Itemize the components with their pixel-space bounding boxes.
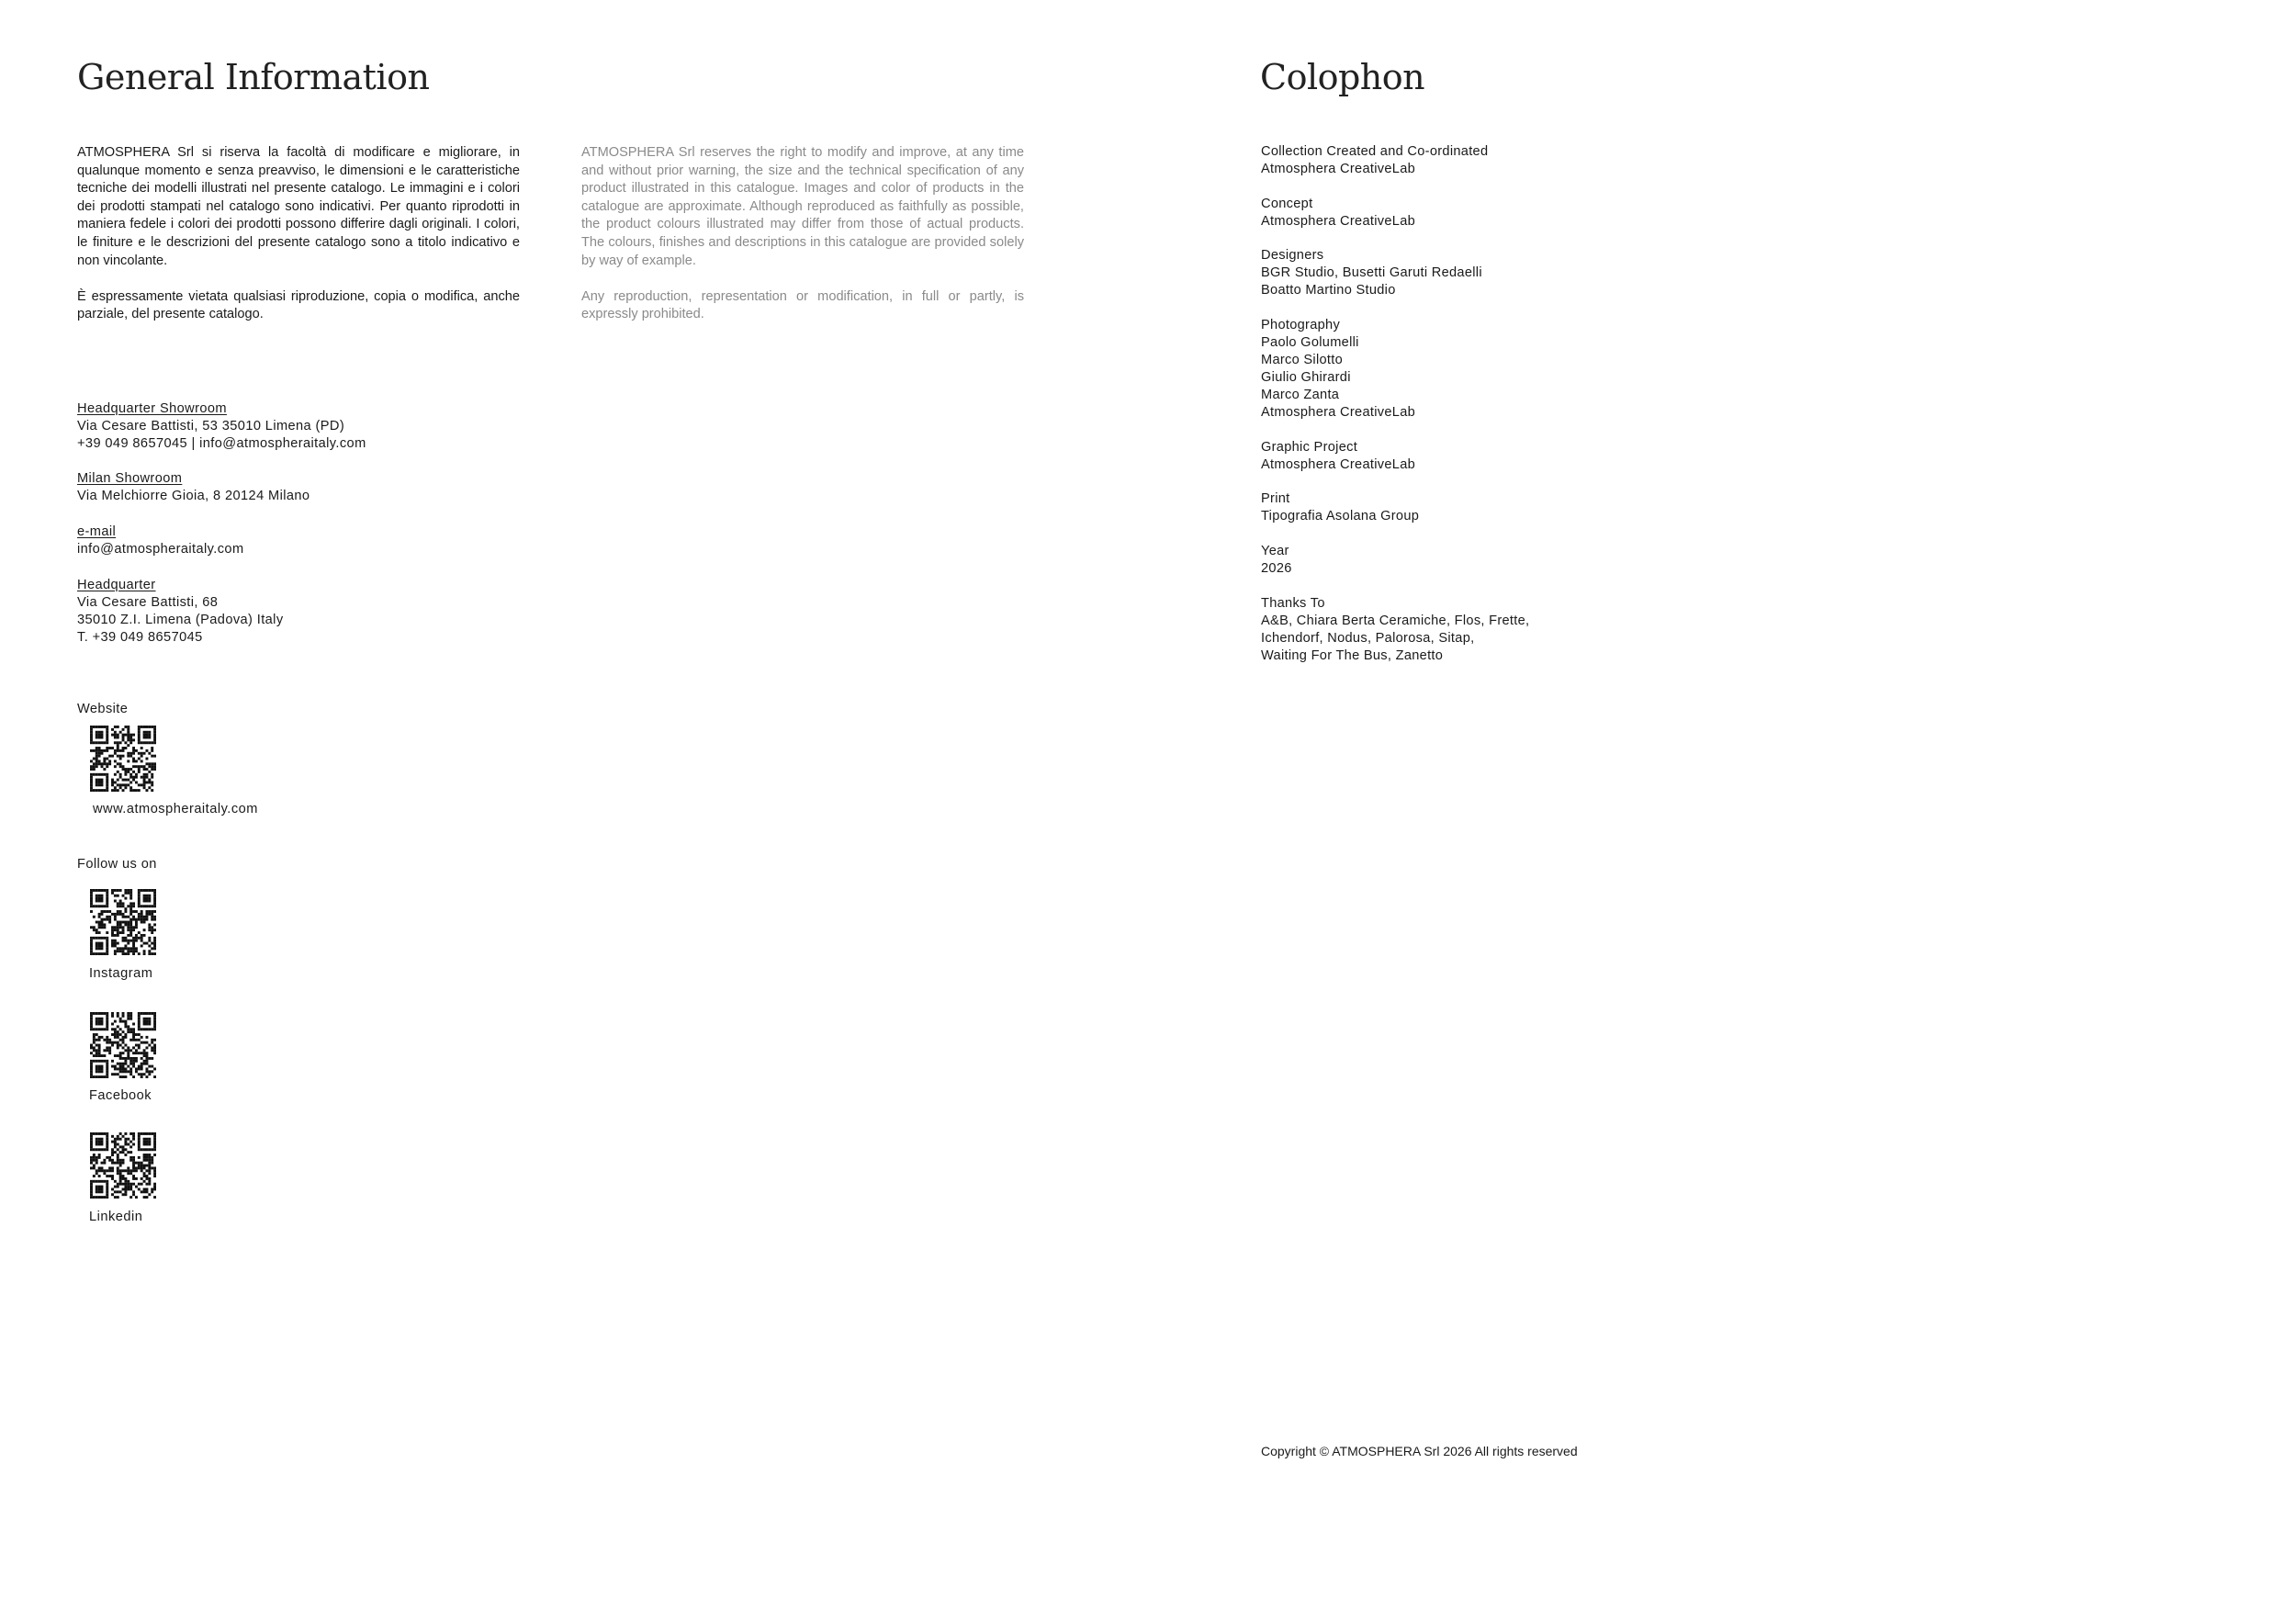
contact-line: T. +39 049 8657045 (77, 630, 203, 645)
instagram-qr-code-icon[interactable] (90, 889, 156, 955)
email-link[interactable]: info@atmospheraitaly.com (77, 542, 244, 557)
website-label: Website (77, 702, 129, 716)
contact-milan-showroom (77, 470, 366, 505)
credit-line: 2026 (1261, 561, 1292, 577)
credit-line: Paolo Golumelli (1261, 335, 1359, 351)
contact-label: Headquarter (77, 578, 156, 592)
contact-line: Via Melchiorre Gioia, 8 20124 Milano (77, 489, 310, 503)
italian-disclaimer (77, 144, 520, 324)
disclaimer-paragraph: ATMOSPHERA Srl si riserva la facoltà di modificare e migliorare, in qualunque momento e senza preavviso, le dimensioni e le caratteristiche tecniche dei modelli illustrati nel presente catalogo. Le immagini e i colori dei prodotti stampati nel catalogo sono indicativi. Per quanto riprodotti in maniera fedele i colori dei prodotti possono differire dagli originali. I colori, le finiture e le descrizioni del presente catalogo sono a titolo indicativo e non vincolante. (77, 145, 520, 268)
credit-line: Atmosphera CreativeLab (1261, 162, 1416, 176)
credit-photography (1261, 317, 1529, 422)
credit-line: A&B, Chiara Berta Ceramiche, Flos, Frette, (1261, 613, 1530, 628)
credit-title: Year (1261, 544, 1289, 559)
contact-line: Via Cesare Battisti, 68 (77, 595, 219, 610)
website-qr-code-icon[interactable] (90, 726, 156, 792)
disclaimer-paragraph: È espressamente vietata qualsiasi riproduzione, copia o modifica, anche parziale, del presente catalogo. (77, 288, 520, 322)
credit-title: Print (1261, 491, 1290, 507)
linkedin-label[interactable]: Linkedin (89, 1210, 143, 1224)
copyright-notice: Copyright © ATMOSPHERA Srl 2026 All rights reserved (1261, 1444, 1578, 1458)
disclaimer-paragraph: ATMOSPHERA Srl reserves the right to modify and improve, at any time and without prior warning, the size and the technical specification of any product illustrated in this catalogue. Images and color of products in the catalogue are approximate. Although reproduced as faithfully as possible, the product colours illustrated may differ from those of actual products. The colours, finishes and descriptions in this catalogue are provided solely by way of example. (581, 145, 1024, 268)
credit-line: BGR Studio, Busetti Garuti Redaelli (1261, 265, 1482, 281)
credit-line: Atmosphera CreativeLab (1261, 213, 1416, 229)
credit-collection (1261, 143, 1529, 178)
contact-info (77, 400, 366, 664)
contact-headquarter-showroom (77, 400, 366, 453)
page-title-general-information: General Information (77, 57, 430, 97)
colophon-credits (1261, 143, 1529, 682)
contact-line: Via Cesare Battisti, 53 35010 Limena (PD) (77, 419, 345, 433)
contact-line[interactable]: +39 049 8657045 | info@atmospheraitaly.com (77, 436, 366, 451)
contact-email (77, 523, 366, 558)
page-title-colophon: Colophon (1260, 57, 1425, 97)
contact-label: Headquarter Showroom (77, 401, 227, 416)
credit-line: Atmosphera CreativeLab (1261, 405, 1416, 421)
credit-title: Photography (1261, 318, 1341, 333)
credit-line: Marco Silotto (1261, 353, 1344, 368)
contact-headquarter (77, 577, 366, 647)
credit-designers (1261, 247, 1529, 299)
contact-label: Milan Showroom (77, 471, 183, 486)
credit-graphic-project (1261, 439, 1529, 474)
credit-title: Designers (1261, 248, 1324, 264)
credit-year (1261, 543, 1529, 578)
instagram-label[interactable]: Instagram (89, 966, 153, 981)
credit-line: Ichendorf, Nodus, Palorosa, Sitap, (1261, 630, 1475, 646)
contact-line: 35010 Z.I. Limena (Padova) Italy (77, 613, 284, 627)
credit-title: Thanks To (1261, 595, 1325, 611)
credit-thanks-to (1261, 595, 1529, 665)
website-url-link[interactable]: www.atmospheraitaly.com (93, 802, 258, 816)
credit-line: Waiting For The Bus, Zanetto (1261, 647, 1444, 663)
facebook-qr-code-icon[interactable] (90, 1012, 156, 1078)
credit-concept (1261, 196, 1529, 231)
credit-line: Marco Zanta (1261, 388, 1340, 403)
linkedin-qr-code-icon[interactable] (90, 1132, 156, 1199)
credit-print (1261, 490, 1529, 525)
credit-line: Boatto Martino Studio (1261, 283, 1396, 298)
credit-line: Tipografia Asolana Group (1261, 509, 1420, 524)
credit-title: Graphic Project (1261, 439, 1358, 455)
follow-us-label: Follow us on (77, 857, 157, 872)
credit-title: Collection Created and Co-ordinated (1261, 144, 1489, 159)
credit-line: Atmosphera CreativeLab (1261, 456, 1416, 472)
english-disclaimer (581, 144, 1024, 324)
credit-line: Giulio Ghirardi (1261, 370, 1351, 386)
credit-title: Concept (1261, 196, 1313, 211)
contact-label: e-mail (77, 524, 117, 539)
facebook-label[interactable]: Facebook (89, 1088, 152, 1103)
disclaimer-paragraph: Any reproduction, representation or modification, in full or partly, is expressly prohibited. (581, 288, 1024, 322)
